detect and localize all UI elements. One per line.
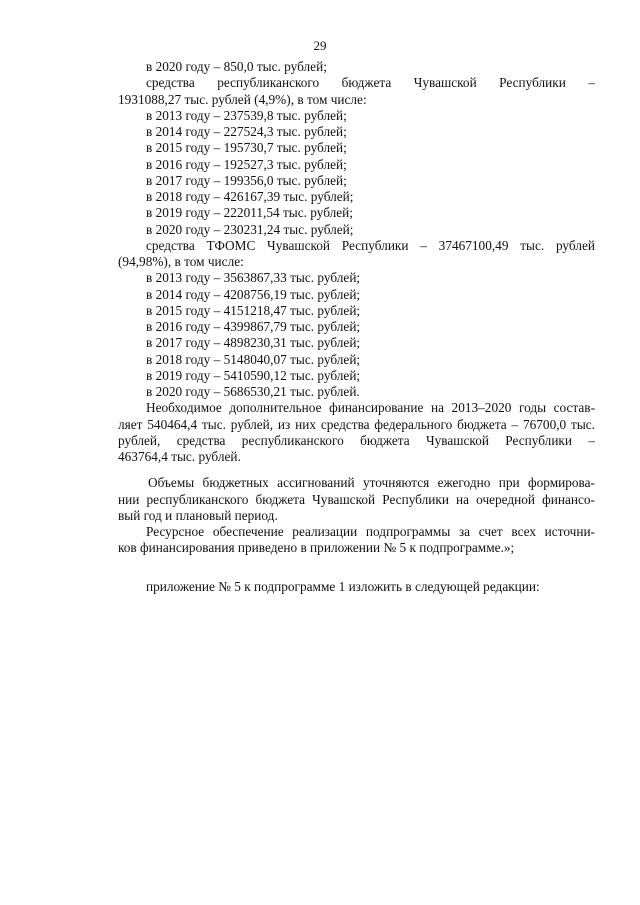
list-item: в 2013 году – 3563867,33 тыс. рублей; [146,270,361,286]
text-line: средства ТФОМС Чувашской Республики – 37467100,49 тыс. рублей [146,237,595,253]
text-line: Необходимое дополнительное финансирование на 2013–2020 годы состав- [146,400,595,416]
text-line: ляет 540464,4 тыс. рублей, из них средства федерального бюджета – 76700,0 тыс. [118,416,595,432]
paragraph-gap [118,465,595,475]
text-line: средства республиканского бюджета Чувашской Республики – [146,75,595,91]
list-item: в 2015 году – 4151218,47 тыс. рублей; [146,302,361,318]
list-item: в 2020 году – 230231,24 тыс. рублей; [146,221,354,237]
list-item: в 2016 году – 192527,3 тыс. рублей; [146,156,347,172]
list-item: в 2020 году – 5686530,21 тыс. рублей. [146,384,360,399]
list-item: в 2019 году – 5410590,12 тыс. рублей; [146,367,361,383]
text-line: (94,98%), в том числе: [118,254,244,269]
paragraph-gap [118,557,595,579]
text-line: 463764,4 тыс. рублей. [118,449,241,464]
text-line: Объемы бюджетных ассигнований уточняются ежегодно при формирова- [148,475,595,491]
list-item: в 2014 году – 227524,3 тыс. рублей; [146,124,347,139]
list-item: в 2014 году – 4208756,19 тыс. рублей; [146,286,361,302]
list-item: в 2019 году – 222011,54 тыс. рублей; [146,205,353,221]
list-item: в 2017 году – 4898230,31 тыс. рублей; [146,335,361,351]
text-line: рублей, средства республиканского бюджета Чувашской Республики – [118,432,595,448]
list-item: в 2018 году – 426167,39 тыс. рублей; [146,189,354,204]
list-item: в 2018 году – 5148040,07 тыс. рублей; [146,351,361,367]
text-line: Ресурсное обеспечение реализации подпрограммы за счет всех источни- [146,524,595,539]
document-body [118,59,595,595]
page-number: 29 [313,38,327,53]
list-item: в 2016 году – 4399867,79 тыс. рублей; [146,319,361,334]
text-line: нии республиканского бюджета Чувашской Республики на очередной финансо- [118,491,595,507]
list-item: в 2013 году – 237539,8 тыс. рублей; [146,107,347,123]
text-line: в 2020 году – 850,0 тыс. рублей; [146,59,327,74]
list-item: в 2017 году – 199356,0 тыс. рублей; [146,172,347,188]
text-line: приложение № 5 к подпрограмме 1 изложить в следующей редакции: [146,578,540,594]
list-item: в 2015 году – 195730,7 тыс. рублей; [146,140,347,156]
text-line: 1931088,27 тыс. рублей (4,9%), в том числе: [118,91,367,107]
text-line: вый год и плановый период. [118,507,278,523]
text-line: ков финансирования приведено в приложении № 5 к подпрограмме.»; [118,540,515,556]
